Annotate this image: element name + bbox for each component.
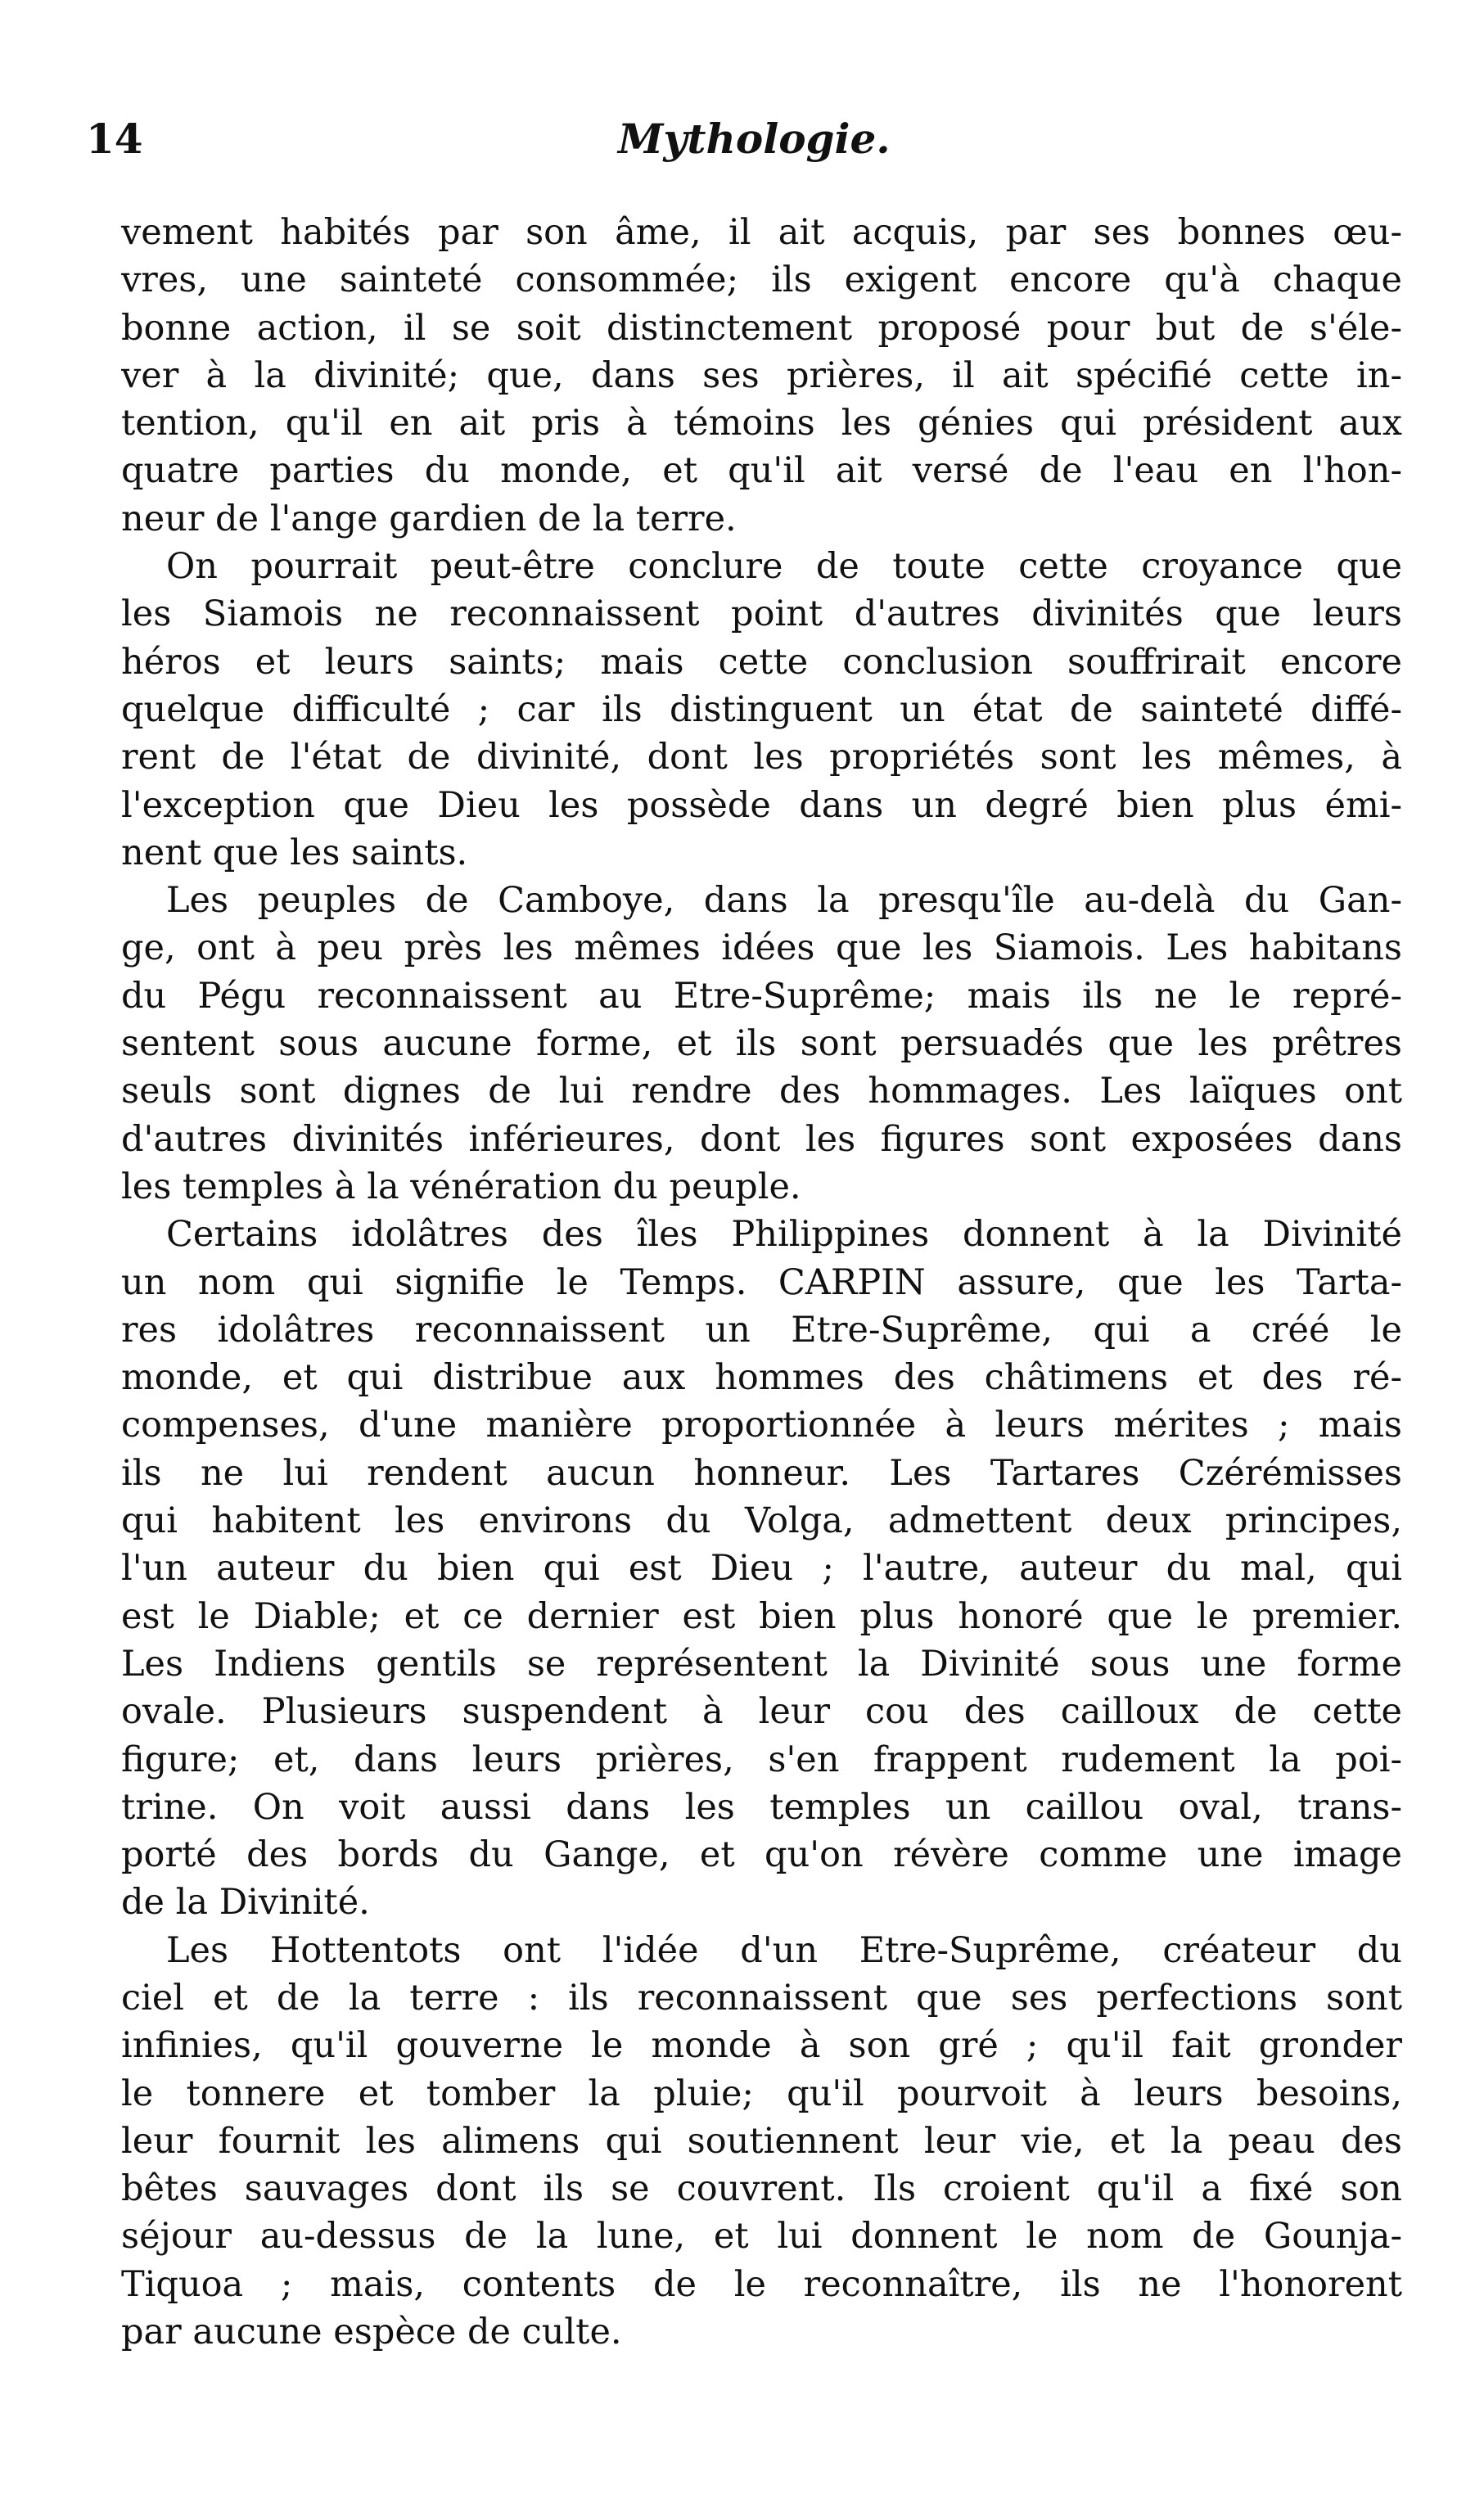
text-line: compenses, d'une manière proportionnée à leurs mérites ; mais xyxy=(121,1405,1402,1446)
text-line: un nom qui signifie le Temps. CARPIN assure, que les Tarta- xyxy=(121,1261,1402,1303)
text-line: tention, qu'il en ait pris à témoins les génies qui président aux xyxy=(121,403,1402,444)
text-line: d'autres divinités inférieures, dont les figures sont exposées dans xyxy=(121,1118,1402,1160)
text-line: Certains idolâtres des îles Philippines donnent à la Divinité xyxy=(166,1214,1402,1256)
text-line: seuls sont dignes de lui rendre des hommages. Les laïques ont xyxy=(121,1071,1402,1112)
text-line: l'exception que Dieu les possède dans un degré bien plus émi- xyxy=(121,784,1402,826)
text-line: héros et leurs saints; mais cette conclusion souffrirait encore xyxy=(121,641,1402,683)
text-line: vement habités par son âme, il ait acquis, par ses bonnes œu- xyxy=(121,212,1402,253)
text-line: figure; et, dans leurs prières, s'en frappent rudement la poi- xyxy=(121,1739,1402,1780)
text-line: séjour au-dessus de la lune, et lui donnent le nom de Gounja- xyxy=(121,2216,1402,2258)
text-line: bêtes sauvages dont ils se couvrent. Ils croient qu'il a fixé son xyxy=(121,2168,1402,2210)
text-line: Les Indiens gentils se représentent la Divinité sous une forme xyxy=(121,1643,1402,1685)
text-line: ovale. Plusieurs suspendent à leur cou des cailloux de cette xyxy=(121,1691,1402,1733)
text-line: l'un auteur du bien qui est Dieu ; l'autre, auteur du mal, qui xyxy=(121,1548,1402,1590)
text-line: On pourrait peut-être conclure de toute cette croyance que xyxy=(166,546,1402,588)
text-line: Les Hottentots ont l'idée d'un Etre-Suprême, créateur du xyxy=(166,1929,1402,1971)
text-line: rent de l'état de divinité, dont les propriétés sont les mêmes, à xyxy=(121,737,1402,778)
text-line: Tiquoa ; mais, contents de le reconnaître, ils ne l'honorent xyxy=(121,2263,1402,2305)
text-line: leur fournit les alimens qui soutiennent leur vie, et la peau des xyxy=(121,2120,1402,2162)
text-line: du Pégu reconnaissent au Etre-Suprême; mais ils ne le repré- xyxy=(121,975,1402,1017)
text-line: porté des bords du Gange, et qu'on révère comme une image xyxy=(121,1834,1402,1876)
text-line: de la Divinité. xyxy=(121,1882,370,1924)
text-line: par aucune espèce de culte. xyxy=(121,2312,622,2353)
running-head: Mythologie. xyxy=(618,115,891,163)
text-line: sentent sous aucune forme, et ils sont persuadés que les prêtres xyxy=(121,1023,1402,1065)
text-line: les temples à la vénération du peuple. xyxy=(121,1166,801,1207)
text-line: ver à la divinité; que, dans ses prières, il ait spécifié cette in- xyxy=(121,354,1402,396)
text-line: trine. On voit aussi dans les temples un caillou oval, trans- xyxy=(121,1786,1402,1828)
text-line: infinies, qu'il gouverne le monde à son gré ; qu'il fait gronder xyxy=(121,2025,1402,2067)
text-line: quatre parties du monde, et qu'il ait versé de l'eau en l'hon- xyxy=(121,450,1402,492)
text-line: ils ne lui rendent aucun honneur. Les Tartares Czérémisses xyxy=(121,1452,1402,1494)
text-line: Les peuples de Camboye, dans la presqu'île au-delà du Gan- xyxy=(166,880,1402,922)
text-line: bonne action, il se soit distinctement proposé pour but de s'éle- xyxy=(121,307,1402,349)
text-line: res idolâtres reconnaissent un Etre-Suprême, qui a créé le xyxy=(121,1309,1402,1351)
text-line: ciel et de la terre : ils reconnaissent que ses perfections sont xyxy=(121,1977,1402,2019)
text-line: quelque difficulté ; car ils distinguent un état de sainteté diffé- xyxy=(121,688,1402,730)
text-line: qui habitent les environs du Volga, admettent deux principes, xyxy=(121,1500,1402,1542)
text-line: nent que les saints. xyxy=(121,832,468,873)
page-number: 14 xyxy=(86,115,143,163)
text-line: est le Diable; et ce dernier est bien plus honoré que le premier. xyxy=(121,1595,1402,1637)
text-line: le tonnere et tomber la pluie; qu'il pourvoit à leurs besoins, xyxy=(121,2073,1402,2114)
text-line: neur de l'ange gardien de la terre. xyxy=(121,498,737,539)
text-line: monde, et qui distribue aux hommes des châtimens et des ré- xyxy=(121,1357,1402,1399)
page-header xyxy=(86,115,1379,180)
text-line: vres, une sainteté consommée; ils exigent encore qu'à chaque xyxy=(121,259,1402,301)
text-line: ge, ont à peu près les mêmes idées que les Siamois. Les habitans xyxy=(121,927,1402,969)
text-line: les Siamois ne reconnaissent point d'autres divinités que leurs xyxy=(121,593,1402,635)
body-text xyxy=(121,209,1402,2356)
